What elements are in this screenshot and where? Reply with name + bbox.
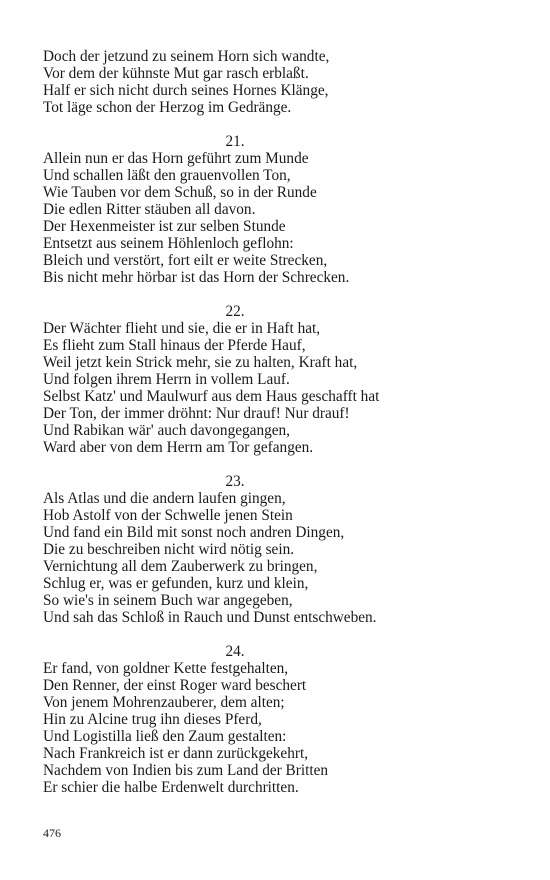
poem-line: Tot läge schon der Herzog im Gedränge. bbox=[43, 99, 292, 116]
poem-line: Er schier die halbe Erdenwelt durchritten. bbox=[43, 779, 299, 796]
stanza-number: 22. bbox=[225, 303, 245, 320]
poem-line: Vernichtung all dem Zauberwerk zu bringen, bbox=[43, 558, 318, 575]
page-number: 476 bbox=[43, 826, 61, 840]
stanza-number: 24. bbox=[225, 643, 245, 660]
poem-line: Und sah das Schloß in Rauch und Dunst entschweben. bbox=[43, 609, 377, 626]
poem-line: Weil jetzt kein Strick mehr, sie zu halten, Kraft hat, bbox=[43, 354, 358, 371]
poem-line: Es flieht zum Stall hinaus der Pferde Hauf, bbox=[43, 337, 306, 354]
poem-line: Schlug er, was er gefunden, kurz und klein, bbox=[43, 575, 309, 592]
poem-line: Und folgen ihrem Herrn in vollem Lauf. bbox=[43, 371, 290, 388]
poem-line: Die zu beschreiben nicht wird nötig sein. bbox=[43, 541, 295, 558]
poem-line: Die edlen Ritter stäuben all davon. bbox=[43, 201, 256, 218]
poem-line: Den Renner, der einst Roger ward beschert bbox=[43, 677, 307, 694]
poem-line: Nachdem von Indien bis zum Land der Britten bbox=[43, 762, 329, 779]
stanza-21 bbox=[43, 133, 503, 286]
stanza-22 bbox=[43, 303, 503, 456]
poem-text bbox=[43, 48, 503, 796]
stanza-number: 23. bbox=[225, 473, 245, 490]
poem-line: Nach Frankreich ist er dann zurückgekehrt, bbox=[43, 745, 309, 762]
poem-line: Der Wächter flieht und sie, die er in Haft hat, bbox=[43, 320, 321, 337]
stanza-24 bbox=[43, 643, 503, 796]
poem-line: Ward aber von dem Herrn am Tor gefangen. bbox=[43, 439, 314, 456]
poem-line: Und fand ein Bild mit sonst noch andren Dingen, bbox=[43, 524, 345, 541]
poem-line: Und Rabikan wär' auch davongegangen, bbox=[43, 422, 290, 439]
poem-line: Wie Tauben vor dem Schuß, so in der Runde bbox=[43, 184, 317, 201]
opening-lines bbox=[43, 48, 503, 116]
poem-line: Hob Astolf von der Schwelle jenen Stein bbox=[43, 507, 293, 524]
poem-line: Bleich und verstört, fort eilt er weite Strecken, bbox=[43, 252, 328, 269]
poem-line: Der Ton, der immer dröhnt: Nur drauf! Nur drauf! bbox=[43, 405, 350, 422]
stanza-23 bbox=[43, 473, 503, 626]
poem-line: Half er sich nicht durch seines Hornes Klänge, bbox=[43, 82, 329, 99]
poem-line: So wie's in seinem Buch war angegeben, bbox=[43, 592, 293, 609]
poem-line: Hin zu Alcine trug ihn dieses Pferd, bbox=[43, 711, 262, 728]
poem-line: Bis nicht mehr hörbar ist das Horn der Schrecken. bbox=[43, 269, 350, 286]
poem-line: Der Hexenmeister ist zur selben Stunde bbox=[43, 218, 286, 235]
poem-line: Als Atlas und die andern laufen gingen, bbox=[43, 490, 286, 507]
poem-line: Selbst Katz' und Maulwurf aus dem Haus geschafft hat bbox=[43, 388, 380, 405]
poem-line: Von jenem Mohrenzauberer, dem alten; bbox=[43, 694, 285, 711]
poem-line: Und schallen läßt den grauenvollen Ton, bbox=[43, 167, 291, 184]
stanza-number: 21. bbox=[225, 133, 245, 150]
poem-line: Entsetzt aus seinem Höhlenloch geflohn: bbox=[43, 235, 294, 252]
poem-line: Vor dem der kühnste Mut gar rasch erblaßt. bbox=[43, 65, 309, 82]
poem-line: Allein nun er das Horn geführt zum Munde bbox=[43, 150, 309, 167]
poem-line: Er fand, von goldner Kette festgehalten, bbox=[43, 660, 289, 677]
poem-line: Und Logistilla ließ den Zaum gestalten: bbox=[43, 728, 287, 745]
poem-line: Doch der jetzund zu seinem Horn sich wandte, bbox=[43, 48, 330, 65]
